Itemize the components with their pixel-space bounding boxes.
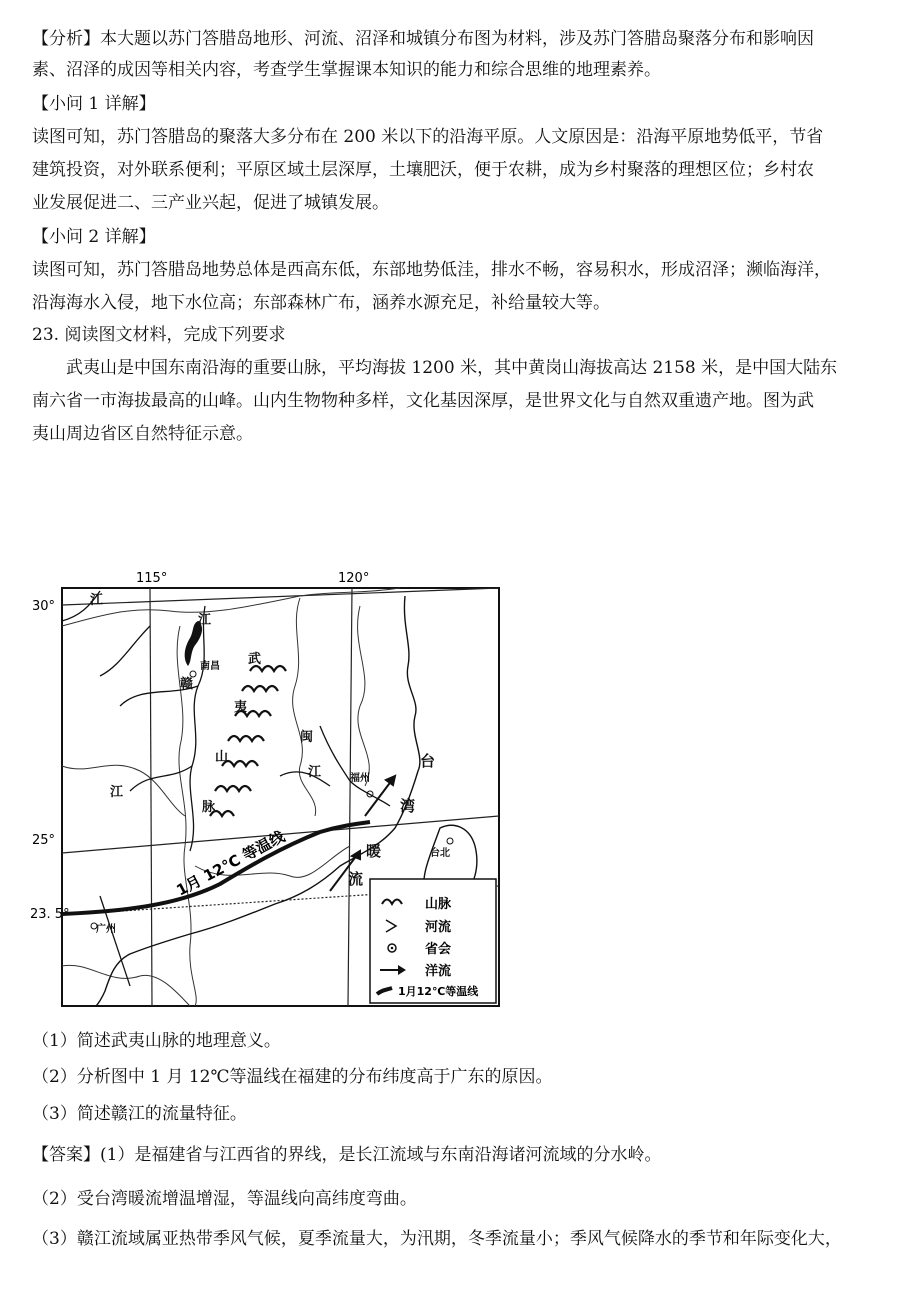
legend-isotherm-label: 1月12℃等温线 [398,985,479,998]
wuyi-region-map [30,566,510,1016]
q23-material-line-3: 夷山周边省区自然特征示意。 [32,424,253,444]
question-3: （3）简述赣江的流量特征。 [32,1104,247,1124]
q1-detail-line-1: 读图可知，苏门答腊岛的聚落大多分布在 200 米以下的沿海平原。人文原因是：沿海平原地势低平，节省 [32,127,824,147]
label-yi: 夷 [234,700,248,715]
label-fuzhou: 福州 [350,773,370,784]
label-jiang-top-2: 江 [198,613,212,628]
label-min: 闽 [300,730,314,745]
label-nuan: 暖 [366,842,382,860]
question-1: （1）简述武夷山脉的地理意义。 [32,1031,281,1051]
map-legend [370,879,496,1003]
analysis-line-1: 【分析】本大题以苏门答腊岛地形、河流、沼泽和城镇分布图为材料，涉及苏门答腊岛聚落分布和影响因 [32,29,814,49]
legend-mountain-label: 山脉 [425,897,452,912]
q2-detail-heading: 【小问 2 详解】 [32,227,156,247]
label-guangzhou: 广州 [96,924,116,935]
label-tai: 台 [420,752,436,770]
label-liu: 流 [348,870,364,888]
legend-river-label: 河流 [425,920,452,935]
label-nanchang: 南昌 [200,661,220,672]
legend-capital-label: 省会 [425,942,452,957]
isotherm-label: 1月 12℃ 等温线 [173,827,288,900]
answer-3: （3）赣江流域属亚热带季风气候，夏季流量大，为汛期，冬季流量小；季风气候降水的季节和年际变化大， [32,1229,842,1249]
lon-label-120: 120° [338,571,370,586]
label-wu: 武 [248,652,262,667]
answer-1: 【答案】(1）是福建省与江西省的界线，是长江流域与东南沿海诸河流域的分水岭。 [32,1145,662,1165]
q1-detail-heading: 【小问 1 详解】 [32,94,156,114]
q23-title: 23. 阅读图文材料，完成下列要求 [32,325,286,345]
lat-label-25: 25° [32,833,56,848]
q2-detail-line-2: 沿海海水入侵，地下水位高；东部森林广布，涵养水源充足，补给量较大等。 [32,293,610,313]
question-2: （2）分析图中 1 月 12℃等温线在福建的分布纬度高于广东的原因。 [32,1067,553,1087]
legend-current-label: 洋流 [425,964,452,979]
lon-label-115: 115° [136,571,168,586]
lat-label-23-5: 23. 5° [30,907,70,922]
q2-detail-line-1: 读图可知，苏门答腊岛地势总体是西高东低，东部地势低洼，排水不畅，容易积水，形成沼泽；濒临海洋， [32,260,831,280]
label-taibei: 台北 [430,848,450,859]
label-gan: 赣 [180,677,194,692]
q1-detail-line-2: 建筑投资，对外联系便利；平原区域土层深厚，土壤肥沃，便于农耕，成为乡村聚落的理想区位；乡村农 [32,160,814,180]
label-jiang-gan: 江 [110,785,124,800]
q23-material-line-2: 南六省一市海拔最高的山峰。山内生物物种多样，文化基因深厚，是世界文化与自然双重遗产地。图为武 [32,391,814,411]
label-jiang-top: 江 [90,593,104,608]
label-wan: 湾 [400,797,416,815]
lat-label-30: 30° [32,599,56,614]
q1-detail-line-3: 业发展促进二、三产业兴起，促进了城镇发展。 [32,193,389,213]
q23-material-line-1: 武夷山是中国东南沿海的重要山脉，平均海拔 1200 米，其中黄岗山海拔高达 2158 米，是中国大陆东 [66,358,838,378]
answer-2: （2）受台湾暖流增温增湿，等温线向高纬度弯曲。 [32,1189,417,1209]
label-mai: 脉 [202,800,216,815]
label-shan: 山 [215,750,229,765]
label-jiang-min: 江 [308,765,322,780]
analysis-line-2: 素、沼泽的成因等相关内容，考查学生掌握课本知识的能力和综合思维的地理素养。 [32,60,661,80]
